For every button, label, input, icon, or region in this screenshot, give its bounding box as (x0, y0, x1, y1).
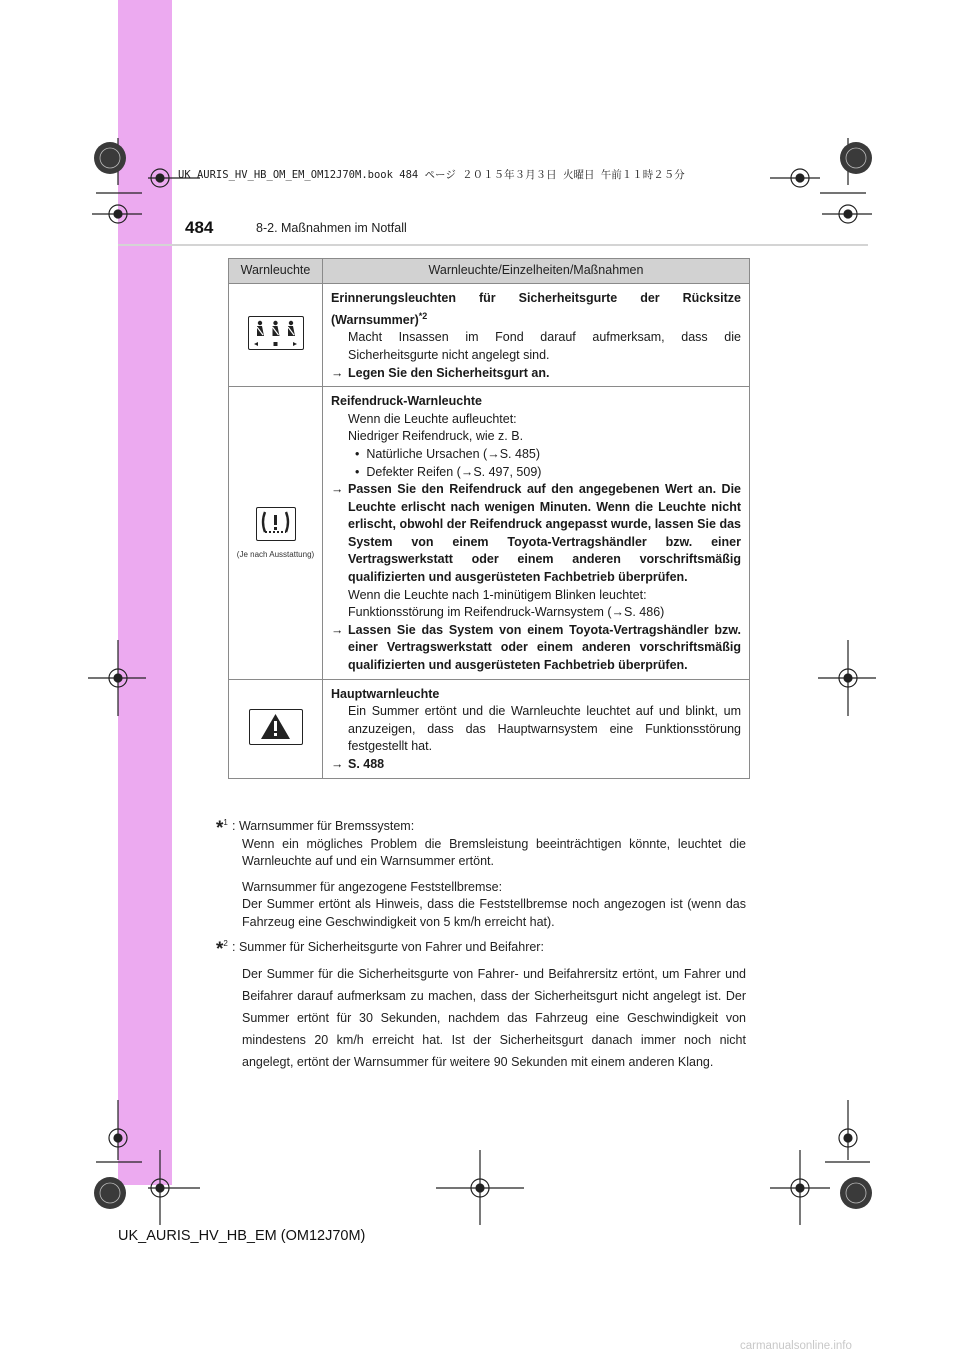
condition-text: Funktionsstörung im Reifendruck-Warnsystem (→S. 486) (348, 605, 665, 620)
footnote-paragraph: Der Summer ertönt als Hinweis, dass die Feststellbremse noch angezogen ist (wenn das Fahrzeug eine Geschwindigkeit von 5 km/h erreicht hat). (242, 897, 746, 929)
arrow-icon: → (331, 622, 344, 637)
icon-cell (229, 284, 323, 387)
footnote-paragraph: Warnsummer für angezogene Feststellbremse: (242, 879, 503, 894)
details-cell (323, 284, 750, 387)
warning-light-table (228, 258, 750, 779)
page-number: 484 (185, 218, 214, 237)
row-description: Macht Insassen im Fond darauf aufmerksam, dass die Sicherheitsgurte nicht angelegt sind. (348, 330, 741, 362)
action-line: → Passen Sie den Reifendruck auf den angegebenen Wert an. Die Leuchte erlischt nach wenigen Minuten. Wenn die Leuchte nicht erlischt, obwohl der Reifendruck angepasst wurde, lassen Sie das System von einem Toyota-Vertragshändler bzw. einer Vertragswerkstatt oder einem anderen vorschriftsmäßig qualifizierten und ausgerüsteten Fachbetrieb überprüfen. (331, 481, 741, 587)
column-header-details: Warnleuchte/Einzelheiten/Maßnahmen (323, 259, 750, 284)
row-title: Reifendruck-Warnleuchte (331, 394, 482, 409)
header-rule (118, 244, 868, 246)
column-header-light: Warnleuchte (229, 259, 323, 284)
icon-cell (229, 387, 323, 680)
tire-pressure-warning-icon (256, 507, 296, 541)
condition-text: Niedriger Reifendruck, wie z. B. (348, 429, 524, 444)
condition-text: Wenn die Leuchte aufleuchtet: (348, 411, 517, 426)
table-row-rear-seatbelt (229, 284, 750, 387)
list-item: • Defekter Reifen (→S. 497, 509) (355, 464, 542, 479)
footnote-heading: : Warnsummer für Bremssystem: (232, 819, 415, 833)
section-title: 8-2. Maßnahmen im Notfall (256, 221, 407, 235)
arrow-icon: → (331, 757, 344, 771)
action-line: → Legen Sie den Sicherheitsgurt an. (331, 365, 741, 383)
row-description: Ein Summer ertönt und die Warnleuchte leuchtet auf und blinkt, um anzuzeigen, dass das Hauptwarnsystem eine Funktionsstörung festgestellt hat. (348, 704, 741, 754)
icon-cell (229, 679, 323, 778)
arrow-icon: → (331, 365, 344, 380)
footnote-heading: : Summer für Sicherheitsgurte von Fahrer und Beifahrer: (232, 940, 544, 954)
master-warning-icon (249, 709, 303, 745)
details-cell (323, 387, 750, 680)
footnotes (216, 818, 746, 1073)
action-line: → Lassen Sie das System von einem Toyota-Vertragshändler bzw. einer Vertragswerkstatt oder einem anderen vorschriftsmäßig qualifizierten und ausgerüsteten Fachbetrieb überprüfen. (331, 622, 741, 675)
footnote-paragraph: Wenn ein mögliches Problem die Bremsleistung beeinträchtigen könnte, leuchtet die Warnleuchte auf und ein Warnsummer ertönt. (242, 836, 746, 868)
action-line: → S. 488 (331, 756, 741, 774)
details-cell (323, 679, 750, 778)
row-title: Hauptwarnleuchte (331, 686, 440, 701)
rear-seatbelt-reminder-icon (248, 316, 304, 350)
table-header-row (229, 259, 750, 284)
footnote-1 (216, 818, 746, 931)
footnote-paragraph: Der Summer für die Sicherheitsgurte von Fahrer- und Beifahrersitz ertönt, um Fahrer und Beifahrer darauf aufmerksam zu machen, dass der Sicherheitsgurt nicht angelegt ist. Der Summer ertönt für 30 Sekunden, nachdem das Fahrzeug eine Geschwindigkeit von mindestens 20 km/h erreicht hat. Ist der Sicherheitsgurt danach immer noch nicht angelegt, ertönt der Warnsummer für weitere 90 Sekunden mit einem anderen Klang. (242, 966, 746, 1069)
list-item: • Natürliche Ursachen (→S. 485) (355, 446, 541, 461)
footnote-marker: *$^2$ (216, 939, 228, 961)
table-row-master-warning (229, 679, 750, 778)
table-row-tire-pressure (229, 387, 750, 680)
footnote-marker: *$^1$ (216, 818, 228, 840)
footnote-mark: *2 (418, 310, 428, 321)
document-footer: UK_AURIS_HV_HB_EM (OM12J70M) (118, 1228, 366, 1244)
watermark: carmanualsonline.info (740, 1340, 852, 1352)
arrow-icon: → (331, 482, 344, 497)
condition-text: Wenn die Leuchte nach 1-minütigem Blinken leuchtet: (348, 587, 647, 602)
row-title: Erinnerungsleuchten für Sicherheitsgurte der Rücksitze (Warnsummer)$^{*2}$ (331, 291, 741, 327)
icon-caption: (Je nach Ausstattung) (236, 549, 315, 559)
print-job-header: UK AURIS_HV_HB_OM_EM_OM12J70M.book 484 ページ ２０１５年３月３日 火曜日 午前１１時２５分 (178, 169, 685, 181)
footnote-2 (216, 939, 746, 1073)
